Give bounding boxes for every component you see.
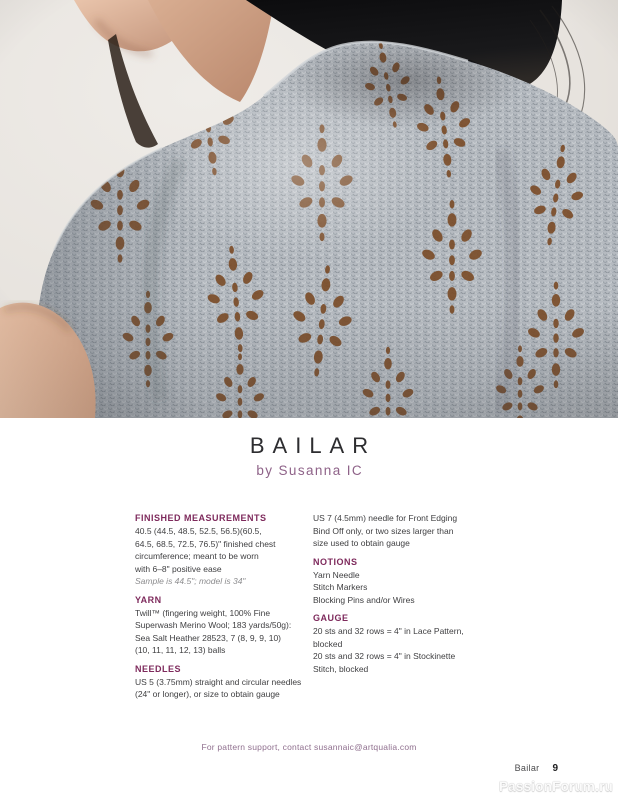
text-line: Stitch, blocked <box>313 663 369 674</box>
section-heading-notions: NOTIONS <box>313 556 358 567</box>
text-line: 20 sts and 32 rows = 4" in Lace Pattern, <box>313 626 464 636</box>
watermark: PassionForum.ru <box>498 779 613 794</box>
support-contact-line: For pattern support, contact susannaic@artqualia.com <box>201 742 417 752</box>
section-yarn <box>135 594 310 657</box>
pattern-title: BAILAR <box>249 433 377 458</box>
text-line: circumference; meant to be worn <box>135 551 259 561</box>
section-heading-needles: NEEDLES <box>135 663 182 674</box>
column-left <box>135 512 310 701</box>
notions-item: Stitch Markers <box>313 582 368 592</box>
text-line: blocked <box>313 638 343 649</box>
section-needles <box>135 663 310 701</box>
section-finished-measurements <box>135 512 310 588</box>
text-line: US 5 (3.75mm) straight and circular needles <box>135 676 302 687</box>
footer-book-title: Bailar <box>514 763 540 773</box>
column-right <box>313 512 498 675</box>
section-notions <box>313 556 498 607</box>
sample-size-note: Sample is 44.5"; model is 34" <box>135 576 246 586</box>
text-line: (10, 11, 11, 12, 13) balls <box>135 645 226 655</box>
notions-item: Blocking Pins and/or Wires <box>313 594 415 605</box>
text-line: 40.5 (44.5, 48.5, 52.5, 56.5)(60.5, <box>135 526 262 536</box>
text-line: Bind Off only, or two sizes larger than <box>313 525 454 536</box>
text-line: Twill™ (fingering weight, 100% Fine <box>135 607 271 618</box>
text-line: Sea Salt Heather 28523, 7 (8, 9, 9, 10) <box>135 632 282 643</box>
section-needles-continued <box>313 512 498 550</box>
text-line: 20 sts and 32 rows = 4" in Stockinette <box>313 651 456 661</box>
text-line: US 7 (4.5mm) needle for Front Edging <box>313 513 458 523</box>
title-block <box>0 433 618 478</box>
notions-item: Yarn Needle <box>313 569 360 580</box>
pattern-byline: by Susanna IC <box>256 463 364 478</box>
text-line: 64.5, 68.5, 72.5, 76.5)" finished chest <box>135 538 276 549</box>
text-line: (24" or longer), or size to obtain gauge <box>135 689 280 699</box>
text-line: with 6–8" positive ease <box>135 563 222 574</box>
page-footer <box>515 763 558 774</box>
section-heading-gauge: GAUGE <box>313 613 349 623</box>
footer-page-number: 9 <box>552 763 558 774</box>
section-heading-finished-measurements: FINISHED MEASUREMENTS <box>135 513 267 523</box>
section-heading-yarn: YARN <box>135 594 162 605</box>
text-line: size used to obtain gauge <box>313 538 410 548</box>
text-line: Superwash Merino Wool; 183 yards/50g): <box>135 620 292 630</box>
section-gauge <box>313 612 498 675</box>
